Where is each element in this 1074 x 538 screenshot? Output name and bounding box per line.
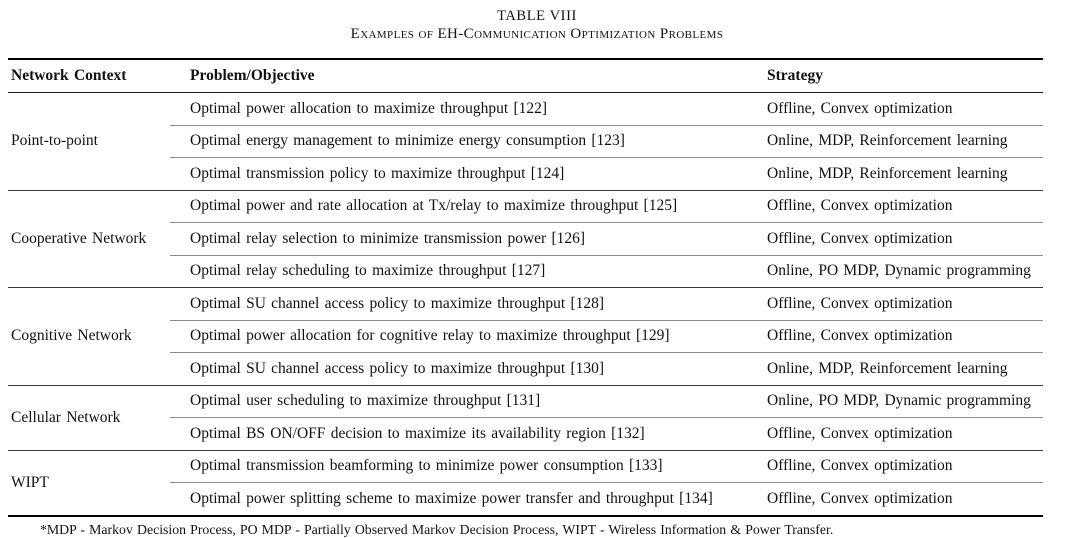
col-header-network-context: Network Context xyxy=(8,59,170,93)
col-header-problem-objective: Problem/Objective xyxy=(170,59,767,93)
strategy-cell: Offline, Convex optimization xyxy=(767,223,1043,256)
strategy-cell: Offline, Convex optimization xyxy=(767,483,1043,516)
table-row xyxy=(8,450,1043,483)
problem-objective-cell: Optimal energy management to minimize energy consumption [123] xyxy=(170,125,767,158)
table-row xyxy=(8,190,1043,223)
strategy-cell: Online, PO MDP, Dynamic programming xyxy=(767,255,1043,288)
problem-objective-cell: Optimal BS ON/OFF decision to maximize its availability region [132] xyxy=(170,418,767,451)
problem-objective-cell: Optimal power allocation to maximize throughput [122] xyxy=(190,99,548,117)
strategy-cell: Offline, Convex optimization xyxy=(767,99,953,117)
problem-objective-cell: Optimal user scheduling to maximize throughput [131] xyxy=(170,385,767,418)
problem-objective-cell: Optimal SU channel access policy to maximize throughput [130] xyxy=(170,353,767,386)
strategy-cell: Online, MDP, Reinforcement learning xyxy=(767,353,1043,386)
table-body xyxy=(8,93,1043,516)
table-caption xyxy=(0,0,1074,43)
table-row xyxy=(8,288,1043,321)
strategy-cell: Offline, Convex optimization xyxy=(767,288,1043,321)
problem-objective-cell: Optimal transmission policy to maximize throughput [124] xyxy=(170,158,767,191)
strategy-cell: Offline, Convex optimization xyxy=(767,190,1043,223)
strategy-cell: Offline, Convex optimization xyxy=(767,418,1043,451)
problem-objective-cell: Optimal power and rate allocation at Tx/relay to maximize throughput [125] xyxy=(170,190,767,223)
table-header xyxy=(8,59,1043,93)
col-header-strategy: Strategy xyxy=(767,59,1043,93)
table-number: TABLE VIII xyxy=(497,8,577,24)
problem-objective-cell: Optimal power splitting scheme to maximize power transfer and throughput [134] xyxy=(170,483,767,516)
table-title: Examples of EH-Communication Optimization Problems xyxy=(350,26,724,42)
header-row xyxy=(8,59,1043,93)
network-context-cell: Point-to-point xyxy=(11,132,98,150)
strategy-cell: Online, MDP, Reinforcement learning xyxy=(767,158,1043,191)
strategy-cell: Online, MDP, Reinforcement learning xyxy=(767,125,1043,158)
network-context-cell: Cognitive Network xyxy=(8,288,170,386)
strategy-cell: Online, PO MDP, Dynamic programming xyxy=(767,385,1043,418)
eh-optimization-table xyxy=(8,58,1043,517)
network-context-cell: WIPT xyxy=(8,450,170,516)
strategy-cell: Offline, Convex optimization xyxy=(767,450,1043,483)
problem-objective-cell: Optimal relay selection to minimize transmission power [126] xyxy=(170,223,767,256)
network-context-cell: Cooperative Network xyxy=(8,190,170,288)
problem-objective-cell: Optimal relay scheduling to maximize throughput [127] xyxy=(170,255,767,288)
table-footnote: *MDP - Markov Decision Process, PO MDP - Partially Observed Markov Decision Process, WIPT - Wireless Information & Power Transfer. xyxy=(40,521,834,537)
problem-objective-cell: Optimal transmission beamforming to minimize power consumption [133] xyxy=(170,450,767,483)
table-row xyxy=(8,93,1043,126)
table-row xyxy=(8,385,1043,418)
network-context-cell: Cellular Network xyxy=(8,385,170,450)
strategy-cell: Offline, Convex optimization xyxy=(767,320,1043,353)
problem-objective-cell: Optimal SU channel access policy to maximize throughput [128] xyxy=(170,288,767,321)
problem-objective-cell: Optimal power allocation for cognitive relay to maximize throughput [129] xyxy=(170,320,767,353)
